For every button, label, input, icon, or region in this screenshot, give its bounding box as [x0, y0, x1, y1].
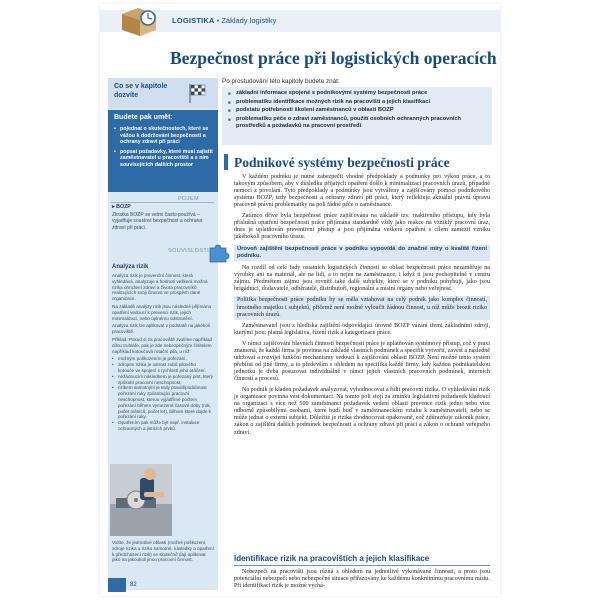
analysis-title: Analýza rizik [112, 264, 149, 270]
subsection-body [234, 569, 490, 590]
body-paragraph: Zaměstnavatel jsou z hlediska zajištění odpovídající úrovně BOZP vázáni třemi základními zdroji, kterými jsou: platná legislativa, řízení rizik a kategorizace práce. [234, 323, 490, 337]
goal-item: ■ problematiku péče o zdraví zaměstnanců, použití osobních ochranných pracovních prostředků a požadavků na pracovní prostředí [228, 116, 490, 130]
highlight-box: Úroveň zajištění bezpečnosti práce v podniku vypovídá do značné míry o kvalitě řízení podniku. [234, 245, 490, 261]
goal-item: ■ základní informace spojené s podnikovými systémy bezpečnosti práce [228, 90, 490, 97]
goal-item: ■ problematiku identifikace možných rizik na pracovišti a jejich klasifikaci [228, 99, 490, 106]
analysis-item: • možným poškozením je pořezání, [112, 356, 213, 362]
term-box-tab: POJEM [178, 196, 199, 202]
section-heading: Podnikové systémy bezpečnosti práce [234, 155, 450, 170]
body-paragraph: Zatímco dříve byla bezpečnost práce zajišťována na základě tzv. reaktivního přístupu, kdy byla příslušná opatření bezpečnosti práce přijímána standardně vždy jako reakce na vzniklý pracovní úraz, dnes je uplatňován preventivní přístup a jsou přijímána veškerá opatření s cílem zamezit vzniku jakéhokoli pracovního úrazu. [234, 212, 490, 241]
checkered-flag-icon [186, 82, 208, 104]
subsection-heading: Identifikace rizik na pracovištích a jejich klasifikace [234, 554, 430, 563]
skills-box-title: Budete pak umět: [114, 114, 173, 121]
photo-caption: Vidíte, že jednotlivé oblasti (možné poškození, zdroje rizika a riziko samotné, následky a opatření k předcházení rizik) se skutečně dají aplikovat jako na jakoukoli jinou pracovní činnost. [112, 540, 214, 563]
goal-item: ■ podstatu potřebnosti školení zaměstnanců v oblasti BOZP [228, 107, 490, 114]
analysis-paragraph: Příklad: Pokud si za pracoviště zvolíme například dílnu truhláře, pak je zde nebezpečným činitelem například kotoučová rotační pila, u níž: [112, 336, 213, 354]
goals-intro: Po prostudování této kapitoly budete znát: [222, 78, 340, 85]
context-box-tab: SOUVISLOSTI [168, 248, 210, 254]
header-breadcrumb [172, 16, 276, 25]
skills-list [114, 126, 214, 172]
body-paragraph: V rámci zajišťování hlavních činností bezpečnosti práce je uplatňován systémový přístup, což v praxi znamená, že každá firma je povinna na základě vlastních podmínek a specifik vytvořit, zavést a následně udržovat a rozvíjet funkční mechanismy vedoucí k zajišťování oblasti BOZP. Není možné tento systém přebírat od jiné firmy, a to především s ohledem na specifika každé firmy, kdy každou podnikatelskou jednotku je třeba posuzovat individuálně v rámci jejích vlastních pracovních podmínek, interních činností a procesů. [234, 340, 490, 383]
term-heading: ▸ BOZP [112, 204, 131, 210]
body-paragraph: V každém podniku je nutné zabezpečit vhodné předpoklady a podmínky pro výkon práce, a to takovým způsobem, aby v důsledku přijatých opatření došlo k minimalizaci pracovních úrazů, případně nemocí z povolání. Tyto předpoklady a podmínky jsou vytvářeny a zajišťovány pomocí podnikového systému BOZP, tedy bezpečnosti a ochrany zdraví při práci, který reflektuje aktuální právní úpravu pracovně právní problematiky na poli řádné péče o zaměstnance. [234, 174, 490, 209]
header-separator: ▪ [216, 16, 220, 25]
analysis-item: • zdrojem rizika je ostrost zubů pilového kotouče ve spojení s rychlostí jeho otáčení, [112, 362, 213, 374]
highlight-paragraph: Politika bezpečnosti práce podniku by se měla vztahovat na celý podnik jako komplex činností, hmotného majetku i subjektů, přičemž není možné vyloučit žádnou činnost, u níž může brozit riziko pracovních úrazů. [234, 296, 490, 319]
page-number-marker [108, 578, 126, 592]
goals-list [228, 90, 490, 131]
workshop-photo [110, 464, 172, 536]
page-number: 82 [130, 582, 137, 588]
textbook-page [100, 4, 500, 596]
term-definition: Zkratka BOZP se velmi často používá – vyjadřuje souslovi bezpečnost a ochrana zdraví při práci. [112, 212, 203, 231]
analysis-paragraph: Na základě analýzy rizik jsou následně přijímána opatření vedoucí k prevenci rizik, jejich minimalizaci, nebo úplnému odstranění. [112, 303, 212, 321]
analysis-text [112, 273, 213, 432]
analysis-paragraph: Analýza rizik je prevenční činnost, která vyhledává, analyzuje a hodnotí veškerá možná rizika ohrožení zdraví a života pracovníků realizujících svoji činnost ve prospěch dané organizace. [112, 273, 208, 302]
skill-item: • pojednat o skutečnostech, které se vážou k dodržování bezpečnosti a ochrany zdraví při práci [114, 126, 214, 146]
body-paragraph: Na rozdíl od celé řady ostatních logistických činností se oblast bezpečnosti práce nezaměřuje na výrobky ani na materiál, ale na lidi, a to nejen na zaměstnance, i když ti jsou pochopitelně v centru zájmu. Předmětem zájmu jsou rovněž také další subjekty, které se v podniku pohybují, jako jsou brigádníci, dodavatelé, odběratelé, distributoři, regionální a místní orgány nebo veřejnost. [234, 264, 490, 292]
section-marker [224, 154, 228, 170]
analysis-item: • nežádoucím následkem je pořezaný prst, který způsobí pracovní neschopnost, [112, 374, 213, 386]
logistics-logo-icon [118, 4, 160, 38]
analysis-item: • Opatřením pak může být např. instalace ochranných a jistících prvků. [112, 420, 213, 432]
learn-box-title: Co se v kapitole dozvíte [114, 83, 168, 99]
section-body [234, 174, 490, 440]
body-paragraph: Na podnik je kladen požadavek analyzovat, vyhodnocovat a řídit pracovní rizika. O vyhledávání rizik je organizace povinna vést dokumentaci. Na tomto poli stojí za zmínku legislativní požadavek kladoucí na organizaci s více než 500 zaměstnanci požadavek vedení oblasti prevence rizik jedno nebo více odborně způsobilými osobami, které budí buď v zaměstnaneckém vztahu k zaměstnavateli, nebo se může jednat o externí subjekt. Důležité je rizika zhodnocovat opakovaně, což zdůrazňuje zákoník práce, zákon o zajištění dalších podmínek bezpečnosti a ochrany zdraví při práci a zákon o ochraně veřejného zdraví. [234, 386, 490, 436]
puzzle-icon [206, 240, 230, 264]
skill-item: • popsat požadavky, které musí zajistit zaměstnavatel u pracoviště a s ním souvisejících dalších prostor [114, 149, 214, 169]
header-bar [100, 10, 500, 32]
analysis-item: • rizikem samotným je tedy pravděpodobnost pořezání ruky způsobující pracovní neschopnost, kterou vyjádříme počtem pořezání během vymezené časové doby (rok, počet měsíců, počet let), během které dojde k pořezání ruky. [112, 385, 213, 420]
chapter-title: Bezpečnost práce při logistických operacích [170, 48, 497, 68]
analysis-paragraph: Analýza rizik lze aplikovat v podstatě na jakékoli pracoviště. [112, 323, 210, 335]
header-subsection: Základy logistiky [221, 16, 277, 25]
header-section: LOGISTIKA [172, 16, 215, 25]
subsection-divider [234, 565, 490, 566]
body-paragraph: Nebezpečí na pracovišti jsou různá s ohledem na jednotlivé vykonávané činnosti, a proto jsou potenciální nebezpečí nebo nebezpečné situace přiřazovány ke každému konkrétnímu pracovnímu místu. Při identifikaci rizik je možné vychá- [234, 569, 491, 590]
